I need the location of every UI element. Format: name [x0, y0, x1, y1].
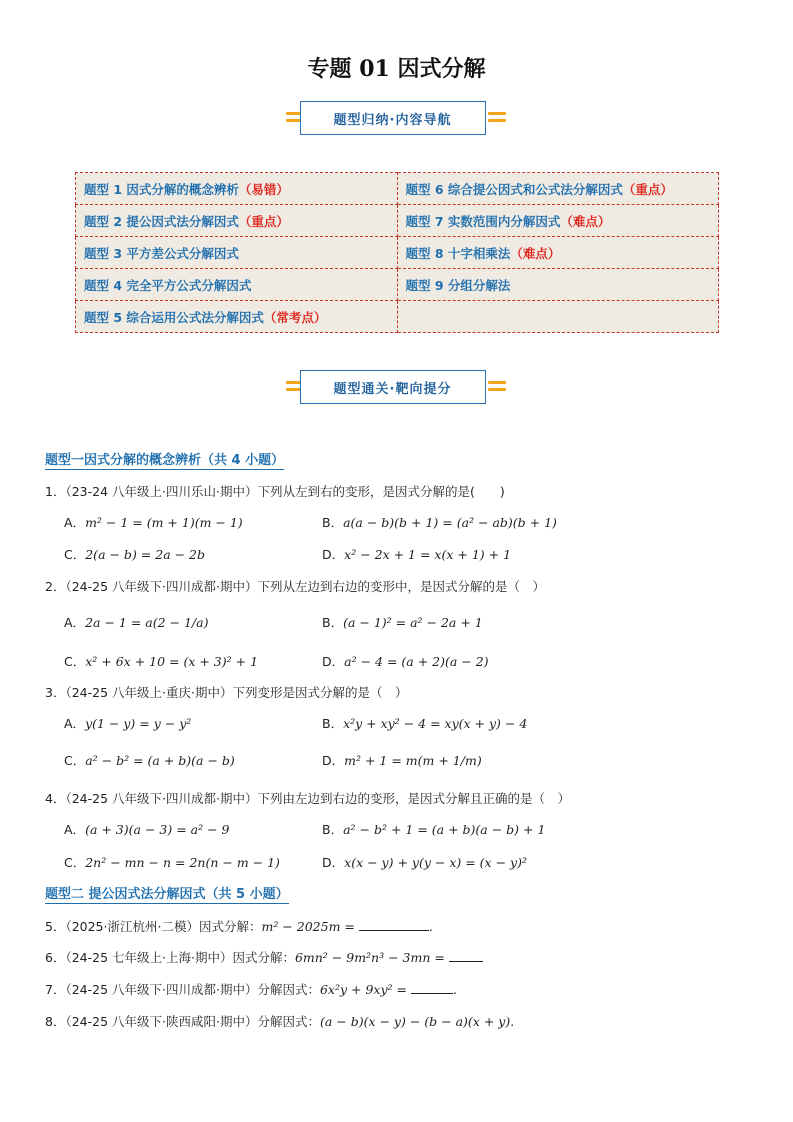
q2-option-a[interactable]: A．2a − 1 = a(2 − 1/a) — [64, 615, 209, 630]
q4-option-b[interactable]: B．a² − b² + 1 = (a + b)(a − b) + 1 — [322, 822, 546, 837]
nav-banner — [292, 101, 502, 135]
nav-cell-7[interactable]: 题型 7 实数范围内分解因式（难点） — [397, 205, 719, 237]
decor-right-icon — [488, 379, 506, 393]
question-6: 6．（24-25 七年级上·上海·期中）因式分解：6mn² − 9m²n³ − 3mn = — [45, 948, 483, 966]
section-heading-2: 题型二 提公因式法分解因式（共 5 小题） — [45, 883, 289, 904]
practice-banner-label: 题型通关·靶向提分 — [300, 370, 486, 404]
q1-option-d[interactable]: D．x² − 2x + 1 = x(x + 1) + 1 — [322, 547, 512, 562]
question-7: 7．（24-25 八年级下·四川成都·期中）分解因式：6x²y + 9xy² = . — [45, 982, 457, 997]
q2-option-c[interactable]: C．x² + 6x + 10 = (x + 3)² + 1 — [64, 654, 259, 669]
table-row — [76, 237, 719, 269]
question-8: 8．（24-25 八年级下·陕西咸阳·期中）分解因式：(a − b)(x − y) − (b − a)(x + y). — [45, 1014, 515, 1029]
nav-banner-label: 题型归纳·内容导航 — [300, 101, 486, 135]
practice-banner — [292, 370, 502, 404]
table-row — [76, 269, 719, 301]
nav-cell-4[interactable]: 题型 4 完全平方公式分解因式 — [76, 269, 398, 301]
decor-right-icon — [488, 110, 506, 124]
nav-cell-2[interactable]: 题型 2 提公因式法分解因式（重点） — [76, 205, 398, 237]
q4-option-c[interactable]: C．2n² − mn − n = 2n(n − m − 1) — [64, 855, 280, 870]
q3-option-a[interactable]: A．y(1 − y) = y − y² — [64, 716, 192, 731]
q3-option-c[interactable]: C．a² − b² = (a + b)(a − b) — [64, 753, 235, 768]
q2-option-b[interactable]: B．(a − 1)² = a² − 2a + 1 — [322, 615, 483, 630]
q4-option-d[interactable]: D．x(x − y) + y(y − x) = (x − y)² — [322, 855, 527, 870]
nav-cell-6[interactable]: 题型 6 综合提公因式和公式法分解因式（重点） — [397, 173, 719, 205]
question-1: 1．（23-24 八年级上·四川乐山·期中）下列从左到右的变形，是因式分解的是( ) — [45, 484, 505, 499]
table-row — [76, 301, 719, 333]
nav-cell-5[interactable]: 题型 5 综合运用公式法分解因式（常考点） — [76, 301, 398, 333]
nav-cell-empty — [397, 301, 719, 333]
question-4: 4．（24-25 八年级下·四川成都·期中）下列由左边到右边的变形，是因式分解且正确的是（ ） — [45, 791, 570, 806]
answer-blank[interactable] — [449, 949, 483, 962]
q3-option-b[interactable]: B．x²y + xy² − 4 = xy(x + y) − 4 — [322, 716, 528, 731]
answer-blank[interactable] — [411, 981, 453, 994]
page-title: 专题 01 因式分解 — [307, 56, 486, 82]
answer-blank[interactable] — [359, 918, 429, 931]
question-2: 2．（24-25 八年级下·四川成都·期中）下列从左边到右边的变形中，是因式分解的是（ ） — [45, 579, 545, 594]
nav-cell-9[interactable]: 题型 9 分组分解法 — [397, 269, 719, 301]
q4-option-a[interactable]: A．(a + 3)(a − 3) = a² − 9 — [64, 822, 230, 837]
q1-option-a[interactable]: A．m² − 1 = (m + 1)(m − 1) — [64, 515, 243, 530]
q1-option-c[interactable]: C．2(a − b) = 2a − 2b — [64, 547, 206, 562]
q1-option-b[interactable]: B．a(a − b)(b + 1) = (a² − ab)(b + 1) — [322, 515, 557, 530]
nav-cell-3[interactable]: 题型 3 平方差公式分解因式 — [76, 237, 398, 269]
nav-cell-8[interactable]: 题型 8 十字相乘法（难点） — [397, 237, 719, 269]
question-3: 3．（24-25 八年级上·重庆·期中）下列变形是因式分解的是（ ） — [45, 685, 408, 700]
q3-option-d[interactable]: D．m² + 1 = m(m + 1/m) — [322, 753, 482, 768]
section-heading-1: 题型一因式分解的概念辨析（共 4 小题） — [45, 449, 284, 470]
topic-navigation-table — [75, 172, 719, 333]
question-5: 5．（2025·浙江杭州·二模）因式分解：m² − 2025m = . — [45, 919, 433, 934]
table-row — [76, 173, 719, 205]
table-row — [76, 205, 719, 237]
nav-cell-1[interactable]: 题型 1 因式分解的概念辨析（易错） — [76, 173, 398, 205]
q2-option-d[interactable]: D．a² − 4 = (a + 2)(a − 2) — [322, 654, 489, 669]
